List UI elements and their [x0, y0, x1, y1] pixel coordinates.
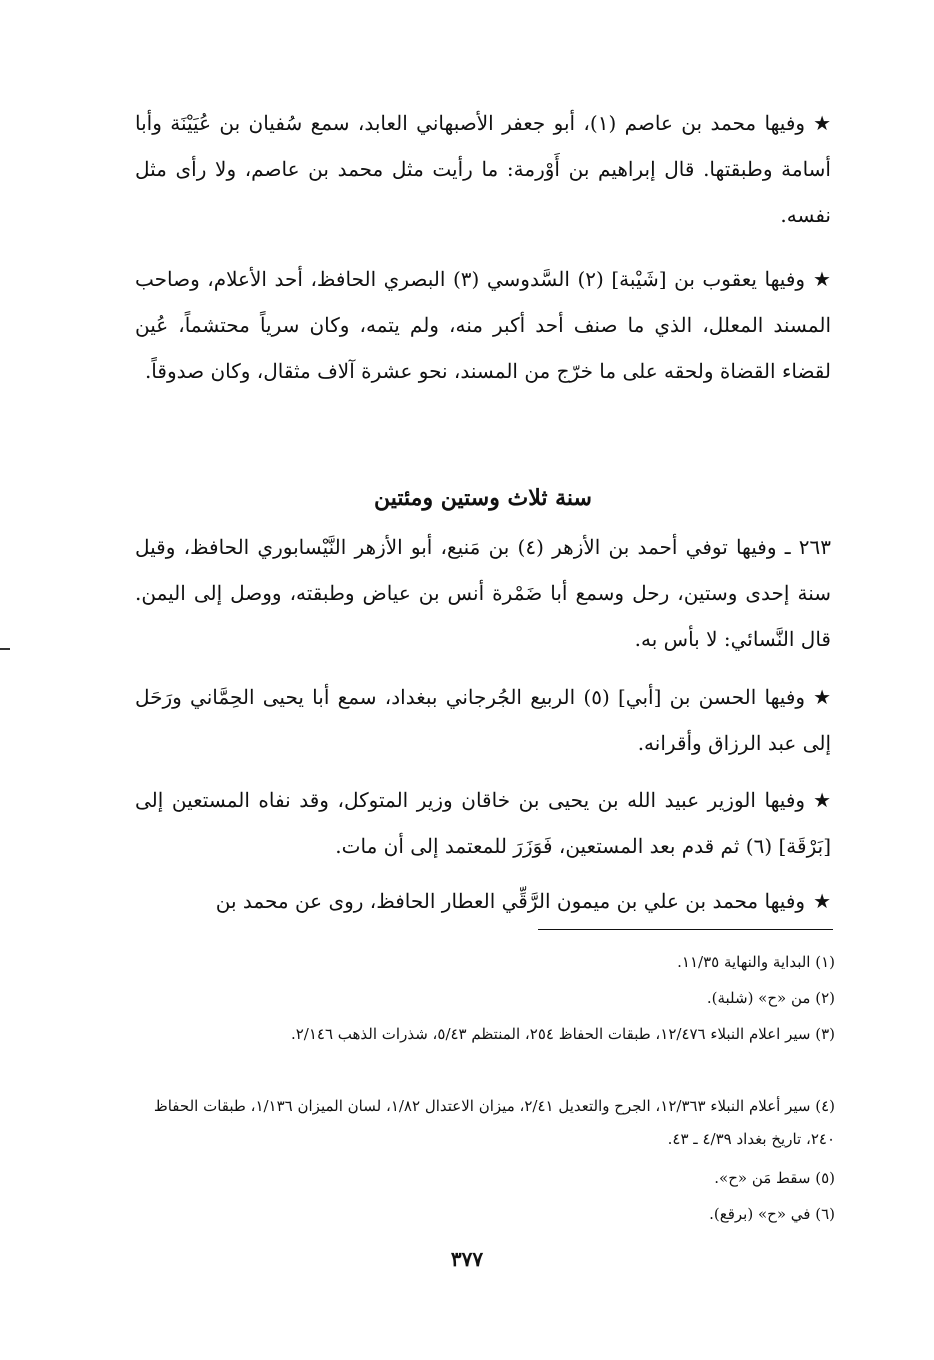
- star-marker: ★: [813, 267, 831, 291]
- entry-text: وفيها محمد بن عاصم (١)، أبو جعفر الأصبهاني العابد، سمع سُفيان بن عُيَيْنَة وأبا أسامة وطبقتها. قال إبراهيم بن أَوْرمة: ما رأيت مثل محمد بن عاصم، ولا رأى مثل نفسه.: [135, 111, 831, 227]
- entry-hasan-ibn-abi-al-rabi: [135, 674, 831, 766]
- star-marker: ★: [813, 889, 831, 913]
- entry-text: وفيها الحسن بن [أبي] (٥) الربيع الجُرجاني ببغداد، سمع أبا يحيى الحِمَّاني ورَحَل إلى عبد الرزاق وأقرانه.: [135, 685, 831, 755]
- footnote-divider: [538, 929, 833, 930]
- entry-vizier-ubaydullah: [135, 777, 831, 869]
- page-number: ٣٧٧: [450, 1247, 484, 1271]
- entry-text: وفيها الوزير عبيد الله بن يحيى بن خاقان وزير المتوكل، وقد نفاه المستعين إلى [بَرْقَة] (٦) ثم قدم بعد المستعين، فَوَزَرَ للمعتمد إلى أن مات.: [135, 788, 831, 858]
- entry-yaqub-ibn-shayba: [135, 256, 831, 394]
- entry-muhammad-al-raqqi: [135, 878, 831, 924]
- star-marker: ★: [813, 111, 831, 135]
- footnote-4: (٤) سير أعلام النبلاء ١٢/٣٦٣، الجرح والتعديل ٢/٤١، ميزان الاعتدال ١/٨٢، لسان الميزان ١/١٣٦، طبقات الحفاظ ٢٤٠، تاريخ بغداد ٤/٣٩ ـ ٤٣.: [153, 1097, 835, 1148]
- entry-263-ahmad-ibn-al-azhar: [135, 524, 831, 662]
- footnote-5: (٥) سقط مَن «ح».: [714, 1169, 835, 1187]
- footnote-3: (٣) سير اعلام النبلاء ١٢/٤٧٦، طبقات الحفاظ ٢٥٤، المنتظم ٥/٤٣، شذرات الذهب ٢/١٤٦.: [290, 1025, 835, 1043]
- footnote-6: (٦) في «ح» (برقع).: [709, 1205, 835, 1223]
- year-heading: سنة ثلاث وستين ومئتين: [374, 485, 592, 511]
- entry-text: وفيها يعقوب بن [شَيْبة] (٢) السَّدوسي (٣) البصري الحافظ، أحد الأعلام، وصاحب المسند المعلل، الذي ما صنف أحد أكبر منه، ولم يتمه، وكان سرياً محتشماً، عُين لقضاء القضاة ولحقه على ما خرّج من المسند، نحو عشرة آلاف مثقال، وكان صدوقاً.: [135, 267, 831, 383]
- star-marker: ★: [813, 685, 831, 709]
- entry-text: وفيها محمد بن علي بن ميمون الرَّقِّي العطار الحافظ، روى عن محمد بن: [215, 889, 806, 913]
- footnote-1: (١) البداية والنهاية ١١/٣٥.: [677, 953, 835, 971]
- scan-edge-mark: [0, 648, 10, 650]
- footnote-2: (٢) من «ح» (شلبة).: [706, 989, 835, 1007]
- star-marker: ★: [813, 788, 831, 812]
- entry-muhammad-ibn-asim: [135, 100, 831, 238]
- entry-text: ٢٦٣ ـ وفيها توفي أحمد بن الأزهر (٤) بن مَنيع، أبو الأزهر النَّيْسابوري الحافظ، وقيل سنة إحدى وستين، رحل وسمع أبا ضَمْرة أنس بن عياض وطبقته، ووصل إلى اليمن. قال النَّسائي: لا بأس به.: [135, 535, 831, 651]
